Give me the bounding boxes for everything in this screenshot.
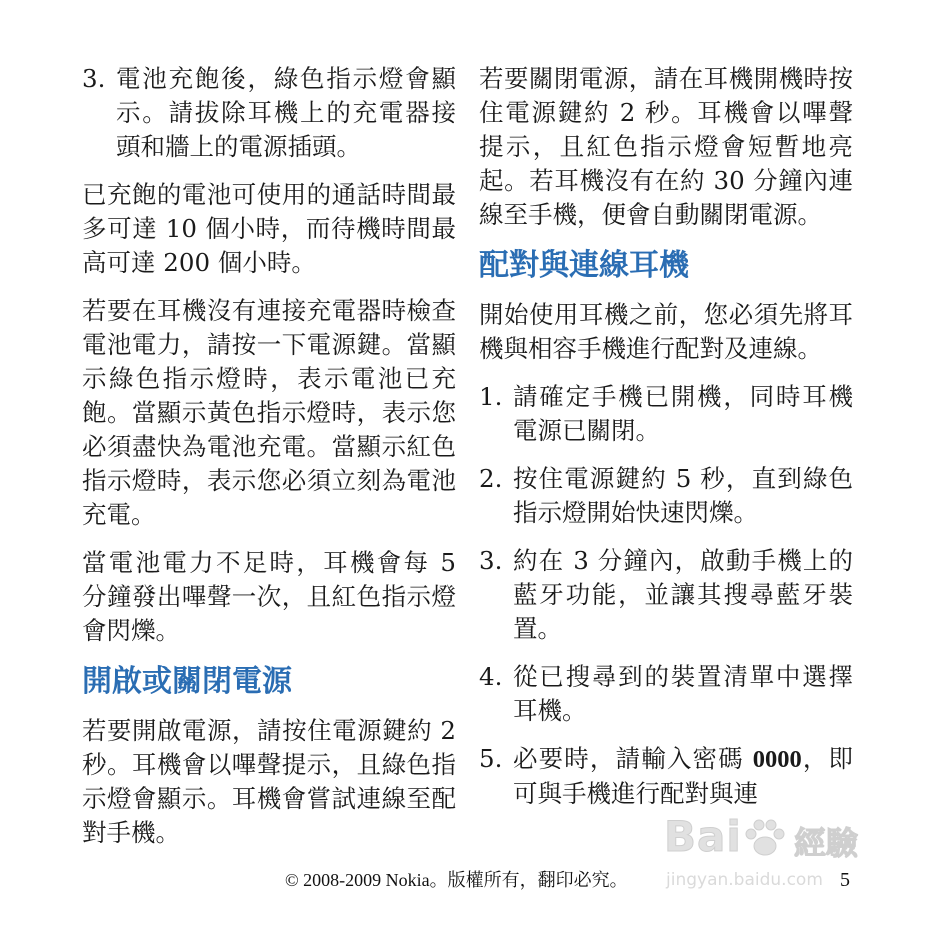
right-column	[479, 62, 853, 825]
list-number: 3.	[82, 64, 106, 93]
copyright-footer: © 2008-2009 Nokia。版權所有，翻印必究。	[285, 870, 628, 890]
list-text-post: ，即可與手機進行配對與連	[513, 744, 854, 808]
section-heading-power: 開啟或關閉電源	[82, 664, 292, 699]
list-number: 5.	[479, 744, 503, 773]
watermark-jingyan: 經驗	[794, 824, 859, 862]
list-number: 4.	[479, 662, 503, 691]
list-text: 請確定手機已開機，同時耳機電源已關閉。	[513, 382, 853, 445]
list-item-1	[479, 380, 853, 448]
list-item-3	[82, 62, 456, 164]
list-text: 電池充飽後，綠色指示燈會顯示。請拔除耳機上的充電器接頭和牆上的電源插頭。	[116, 64, 456, 161]
power-off-paragraph: 若要關閉電源，請在耳機開機時按住電源鍵約 2 秒。耳機會以嗶聲提示，且紅色指示燈會短暫地亮起。若耳機沒有在約 30 分鐘內連線至手機，便會自動關閉電源。	[479, 64, 853, 229]
list-number: 3.	[479, 546, 503, 575]
list-text: 從已搜尋到的裝置清單中選擇耳機。	[513, 662, 853, 725]
passcode: 0000	[752, 746, 802, 773]
baidu-watermark	[664, 812, 884, 902]
list-text: 約在 3 分鐘內，啟動手機上的藍牙功能，並讓其搜尋藍牙裝置。	[513, 546, 853, 643]
power-on-paragraph: 若要開啟電源，請按住電源鍵約 2 秒。耳機會以嗶聲提示，且綠色指示燈會顯示。耳機會嘗試連線至配對手機。	[82, 716, 456, 847]
page-number: 5	[840, 869, 850, 891]
list-number: 2.	[479, 464, 503, 493]
watermark-logo: Bai	[664, 812, 742, 861]
list-text: 按住電源鍵約 5 秒，直到綠色指示燈開始快速閃爍。	[513, 464, 853, 527]
low-battery-paragraph: 當電池電力不足時，耳機會每 5 分鐘發出嗶聲一次，且紅色指示燈會閃爍。	[82, 548, 456, 645]
list-item-5	[479, 742, 853, 811]
list-item-3	[479, 544, 853, 646]
pairing-intro-paragraph: 開始使用耳機之前，您必須先將耳機與相容手機進行配對及連線。	[479, 300, 853, 363]
left-column	[82, 62, 456, 864]
list-item-4	[479, 660, 853, 728]
list-item-2	[479, 462, 853, 530]
watermark-url: jingyan.baidu.com	[666, 870, 823, 890]
section-heading-pairing: 配對與連線耳機	[479, 248, 689, 283]
list-number: 1.	[479, 382, 503, 411]
list-text-pre: 必要時，請輸入密碼	[513, 744, 753, 773]
battery-check-paragraph: 若要在耳機沒有連接充電器時檢查電池電力，請按一下電源鍵。當顯示綠色指示燈時，表示電池已充飽。當顯示黃色指示燈時，表示您必須盡快為電池充電。當顯示紅色指示燈時，表示您必須立刻為電池充電。	[82, 296, 456, 529]
battery-capacity-paragraph: 已充飽的電池可使用的通話時間最多可達 10 個小時，而待機時間最高可達 200 個小時。	[82, 180, 456, 277]
list-text	[513, 742, 853, 811]
paw-icon	[742, 816, 788, 862]
